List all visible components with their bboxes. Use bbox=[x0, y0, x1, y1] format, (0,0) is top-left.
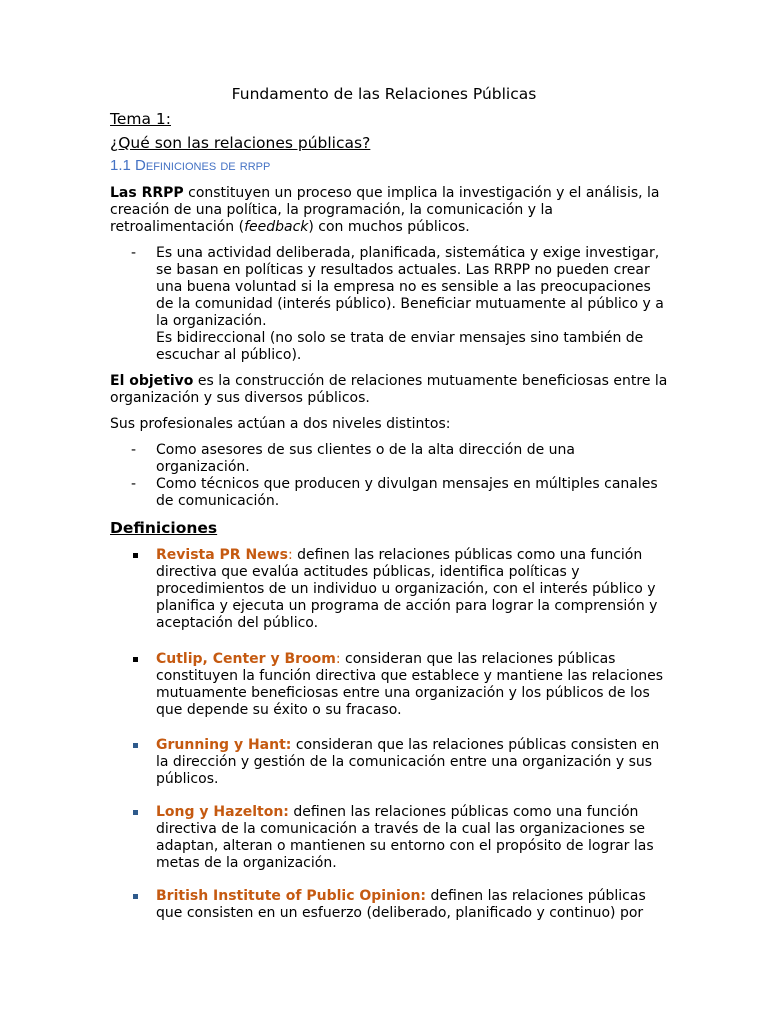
definition-item bbox=[156, 737, 666, 788]
definition-sep: : bbox=[287, 547, 293, 563]
levels-intro: Sus profesionales actúan a dos niveles distintos: bbox=[110, 416, 451, 432]
definition-text: consideran que las relaciones públicas constituyen la función directiva que establece y mantiene las relaciones mutuamente beneficiosas entre una organización y los públicos de los que depende su éxito o su fracaso. bbox=[156, 651, 664, 718]
dash-marker: - bbox=[131, 245, 137, 261]
intro-bullet-line1: Es una actividad deliberada, planificada, sistemática y exige investigar, se basan en políticas y resultados actuales. Las RRPP no pueden crear una buena voluntad si la empresa no es sensible a las preocupaciones de la comunidad (interés público). Beneficiar mutuamente al público y a la organización. bbox=[156, 245, 664, 329]
definition-text: consideran que las relaciones públicas consisten en la dirección y gestión de la comunicación entre una organización y sus públicos. bbox=[156, 737, 660, 787]
definition-item bbox=[156, 547, 666, 632]
intro-text: constituyen un proceso que implica la investigación y el análisis, la creación de una política, la programación, la comunicación y la retroalimentación ( bbox=[110, 185, 660, 235]
level-item: Como asesores de sus clientes o de la alta dirección de una organización. bbox=[156, 442, 575, 475]
definition-text: definen las relaciones públicas como una función directiva de la comunicación a través de la cual las organizaciones se adaptan, alteran o mantienen su entorno con el propósito de lograr las metas de la organización. bbox=[156, 804, 654, 871]
definition-item bbox=[156, 804, 666, 872]
definition-source: Long y Hazelton: bbox=[156, 804, 289, 820]
definition-item bbox=[156, 651, 666, 719]
section-number: 1.1 bbox=[110, 157, 131, 174]
intro-bullet-line2: Es bidireccional (no solo se trata de enviar mensajes sino también de escuchar al público). bbox=[156, 330, 644, 363]
section-heading bbox=[110, 156, 270, 176]
definition-sep: : bbox=[335, 651, 341, 667]
document-title: Fundamento de las Relaciones Públicas bbox=[231, 85, 537, 103]
dash-marker: - bbox=[131, 476, 137, 492]
objective-bold: El objetivo bbox=[110, 373, 194, 389]
definition-source: Revista PR News bbox=[156, 547, 288, 563]
bullet-square-icon bbox=[133, 657, 138, 662]
definition-source: British Institute of Public Opinion: bbox=[156, 888, 427, 904]
bullet-square-icon bbox=[133, 553, 138, 558]
bullet-square-icon bbox=[133, 810, 138, 815]
definition-item bbox=[156, 888, 666, 922]
definition-source: Cutlip, Center y Broom bbox=[156, 651, 336, 667]
definition-text: definen las relaciones públicas como una función directiva que evalúa actitudes públicas, identifica políticas y procedimientos de un individuo u organización, con el interés público y planifica y ejecuta un programa de acción para lograr la comprensión y aceptación del público. bbox=[156, 547, 658, 631]
bullet-square-icon bbox=[133, 894, 138, 899]
definition-text: definen las relaciones públicas que consisten en un esfuerzo (deliberado, planificado y continuo) por bbox=[156, 888, 646, 921]
intro-paragraph bbox=[110, 185, 670, 236]
question-heading: ¿Qué son las relaciones públicas? bbox=[110, 134, 371, 152]
definition-source: Grunning y Hant: bbox=[156, 737, 292, 753]
section-label: Definiciones de rrpp bbox=[135, 157, 271, 174]
intro-bullet bbox=[156, 245, 666, 364]
intro-text-end: ) con muchos públicos. bbox=[308, 219, 470, 235]
dash-marker: - bbox=[131, 442, 137, 458]
definitions-heading: Definiciones bbox=[110, 519, 218, 537]
tema-heading: Tema 1: bbox=[110, 110, 171, 128]
level-item: Como técnicos que producen y divulgan mensajes en múltiples canales de comunicación. bbox=[156, 476, 658, 509]
objective-paragraph bbox=[110, 373, 670, 407]
intro-bold: Las RRPP bbox=[110, 185, 184, 201]
bullet-square-icon bbox=[133, 743, 138, 748]
intro-italic: feedback bbox=[244, 219, 309, 235]
objective-text: es la construcción de relaciones mutuamente beneficiosas entre la organización y sus diversos públicos. bbox=[110, 373, 668, 406]
